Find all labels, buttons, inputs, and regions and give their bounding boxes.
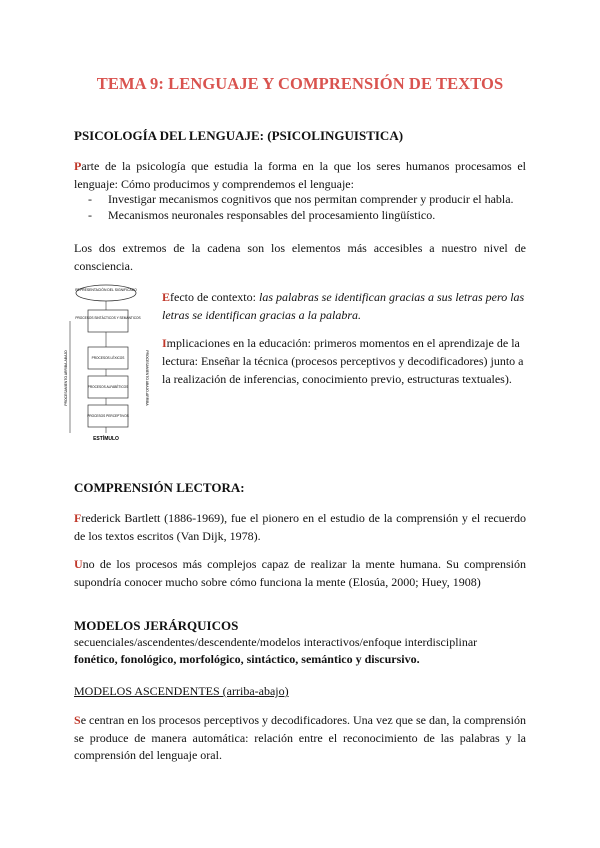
paragraph-efecto-contexto <box>162 288 532 324</box>
diagram-box-label: PROCESOS SINTÁCTICOS Y SEMÁNTICOS <box>75 316 141 320</box>
paragraph-definicion <box>74 158 526 193</box>
diagram-top-label: REPRESENTACIÓN DEL SIGNIFICADO <box>75 288 137 292</box>
paragraph-text: mplicaciones en la educación: primeros momentos en el aprendizaje de la lectura: Enseñar la técnica (procesos perceptivos y decodificadores) junto a la realización de inferencias, conocimiento previo, estructuras textuales). <box>162 336 524 386</box>
diagram-box-label: PROCESOS ALFABÉTICOS <box>87 385 129 389</box>
diagram-right-axis: PROCESAMIENTO ABAJO-ARRIBA <box>145 350 149 406</box>
paragraph-text: no de los procesos más complejos capaz de realizar la mente humana. Su comprensión supondría conocer mucho sobre cómo funciona la mente (Elosúa, 2000; Huey, 1908) <box>74 557 526 589</box>
paragraph-text: rederick Bartlett (1886-1969), fue el pionero en el estudio de la comprensión y el recuerdo de los textos escritos (Van Dijk, 1978). <box>74 511 526 543</box>
paragraph-procesos <box>74 556 526 591</box>
paragraph-extremos: Los dos extremos de la cadena son los elementos más accesibles a nuestro nivel de consciencia. <box>74 241 526 273</box>
diagram-box-label: PROCESOS PERCEPTIVOS <box>87 414 129 418</box>
bullet-item: - Investigar mecanismos cognitivos que nos permitan comprender y producir el habla. <box>88 191 514 207</box>
diagram-box-label: PROCESOS LÉXICOS <box>91 356 125 360</box>
drop-letter: F <box>74 511 82 525</box>
diagram-figure <box>58 283 150 443</box>
models-list-line: secuenciales/ascendentes/descendente/modelos interactivos/enfoque interdisciplinar <box>74 635 478 649</box>
bullet-item: - Mecanismos neuronales responsables del procesamiento lingüístico. <box>88 207 514 223</box>
paragraph-text: fecto de contexto: <box>170 290 259 304</box>
page-title: TEMA 9: LENGUAJE Y COMPRENSIÓN DE TEXTOS <box>96 74 504 93</box>
section-heading-psicologia: PSICOLOGÍA DEL LENGUAJE: (PSICOLINGUISTICA) <box>74 128 404 143</box>
drop-letter: U <box>74 557 83 571</box>
paragraph-implicaciones <box>162 334 532 388</box>
diagram-bottom-label: ESTÍMULO <box>93 436 119 442</box>
drop-letter: I <box>162 336 167 350</box>
paragraph-text: e centran en los procesos perceptivos y decodificadores. Una vez que se dan, la comprensión se produce de manera automática: relación entre el reconocimiento de las palabras y la comprensión del lenguaje oral. <box>74 713 526 762</box>
paragraph-ascendentes <box>74 712 526 765</box>
subheading-ascendentes: MODELOS ASCENDENTES (arriba-abajo) <box>74 684 289 698</box>
drop-letter: E <box>162 290 171 304</box>
paragraph-bartlett <box>74 510 526 545</box>
reading-process-diagram <box>58 283 150 443</box>
drop-letter: P <box>74 159 82 173</box>
section-heading-comprension: COMPRENSIÓN LECTORA: <box>74 480 245 495</box>
bullet-list <box>88 191 514 223</box>
section-heading-modelos: MODELOS JERÁRQUICOS <box>74 618 239 633</box>
paragraph-italic-text: las palabras se identifican gracias a sus letras pero las letras se identifican gracias a la palabra. <box>162 290 525 322</box>
drop-letter: S <box>74 713 81 727</box>
levels-line: fonético, fonológico, morfológico, sintáctico, semántico y discursivo. <box>74 652 420 666</box>
paragraph-text: arte de la psicología que estudia la forma en la que los seres humanos procesamos el lenguaje: Cómo producimos y comprendemos el lenguaje: <box>74 159 526 191</box>
diagram-left-axis: PROCESAMIENTO ARRIBA-ABAJO <box>64 350 68 406</box>
diagram-box-1 <box>88 310 128 332</box>
